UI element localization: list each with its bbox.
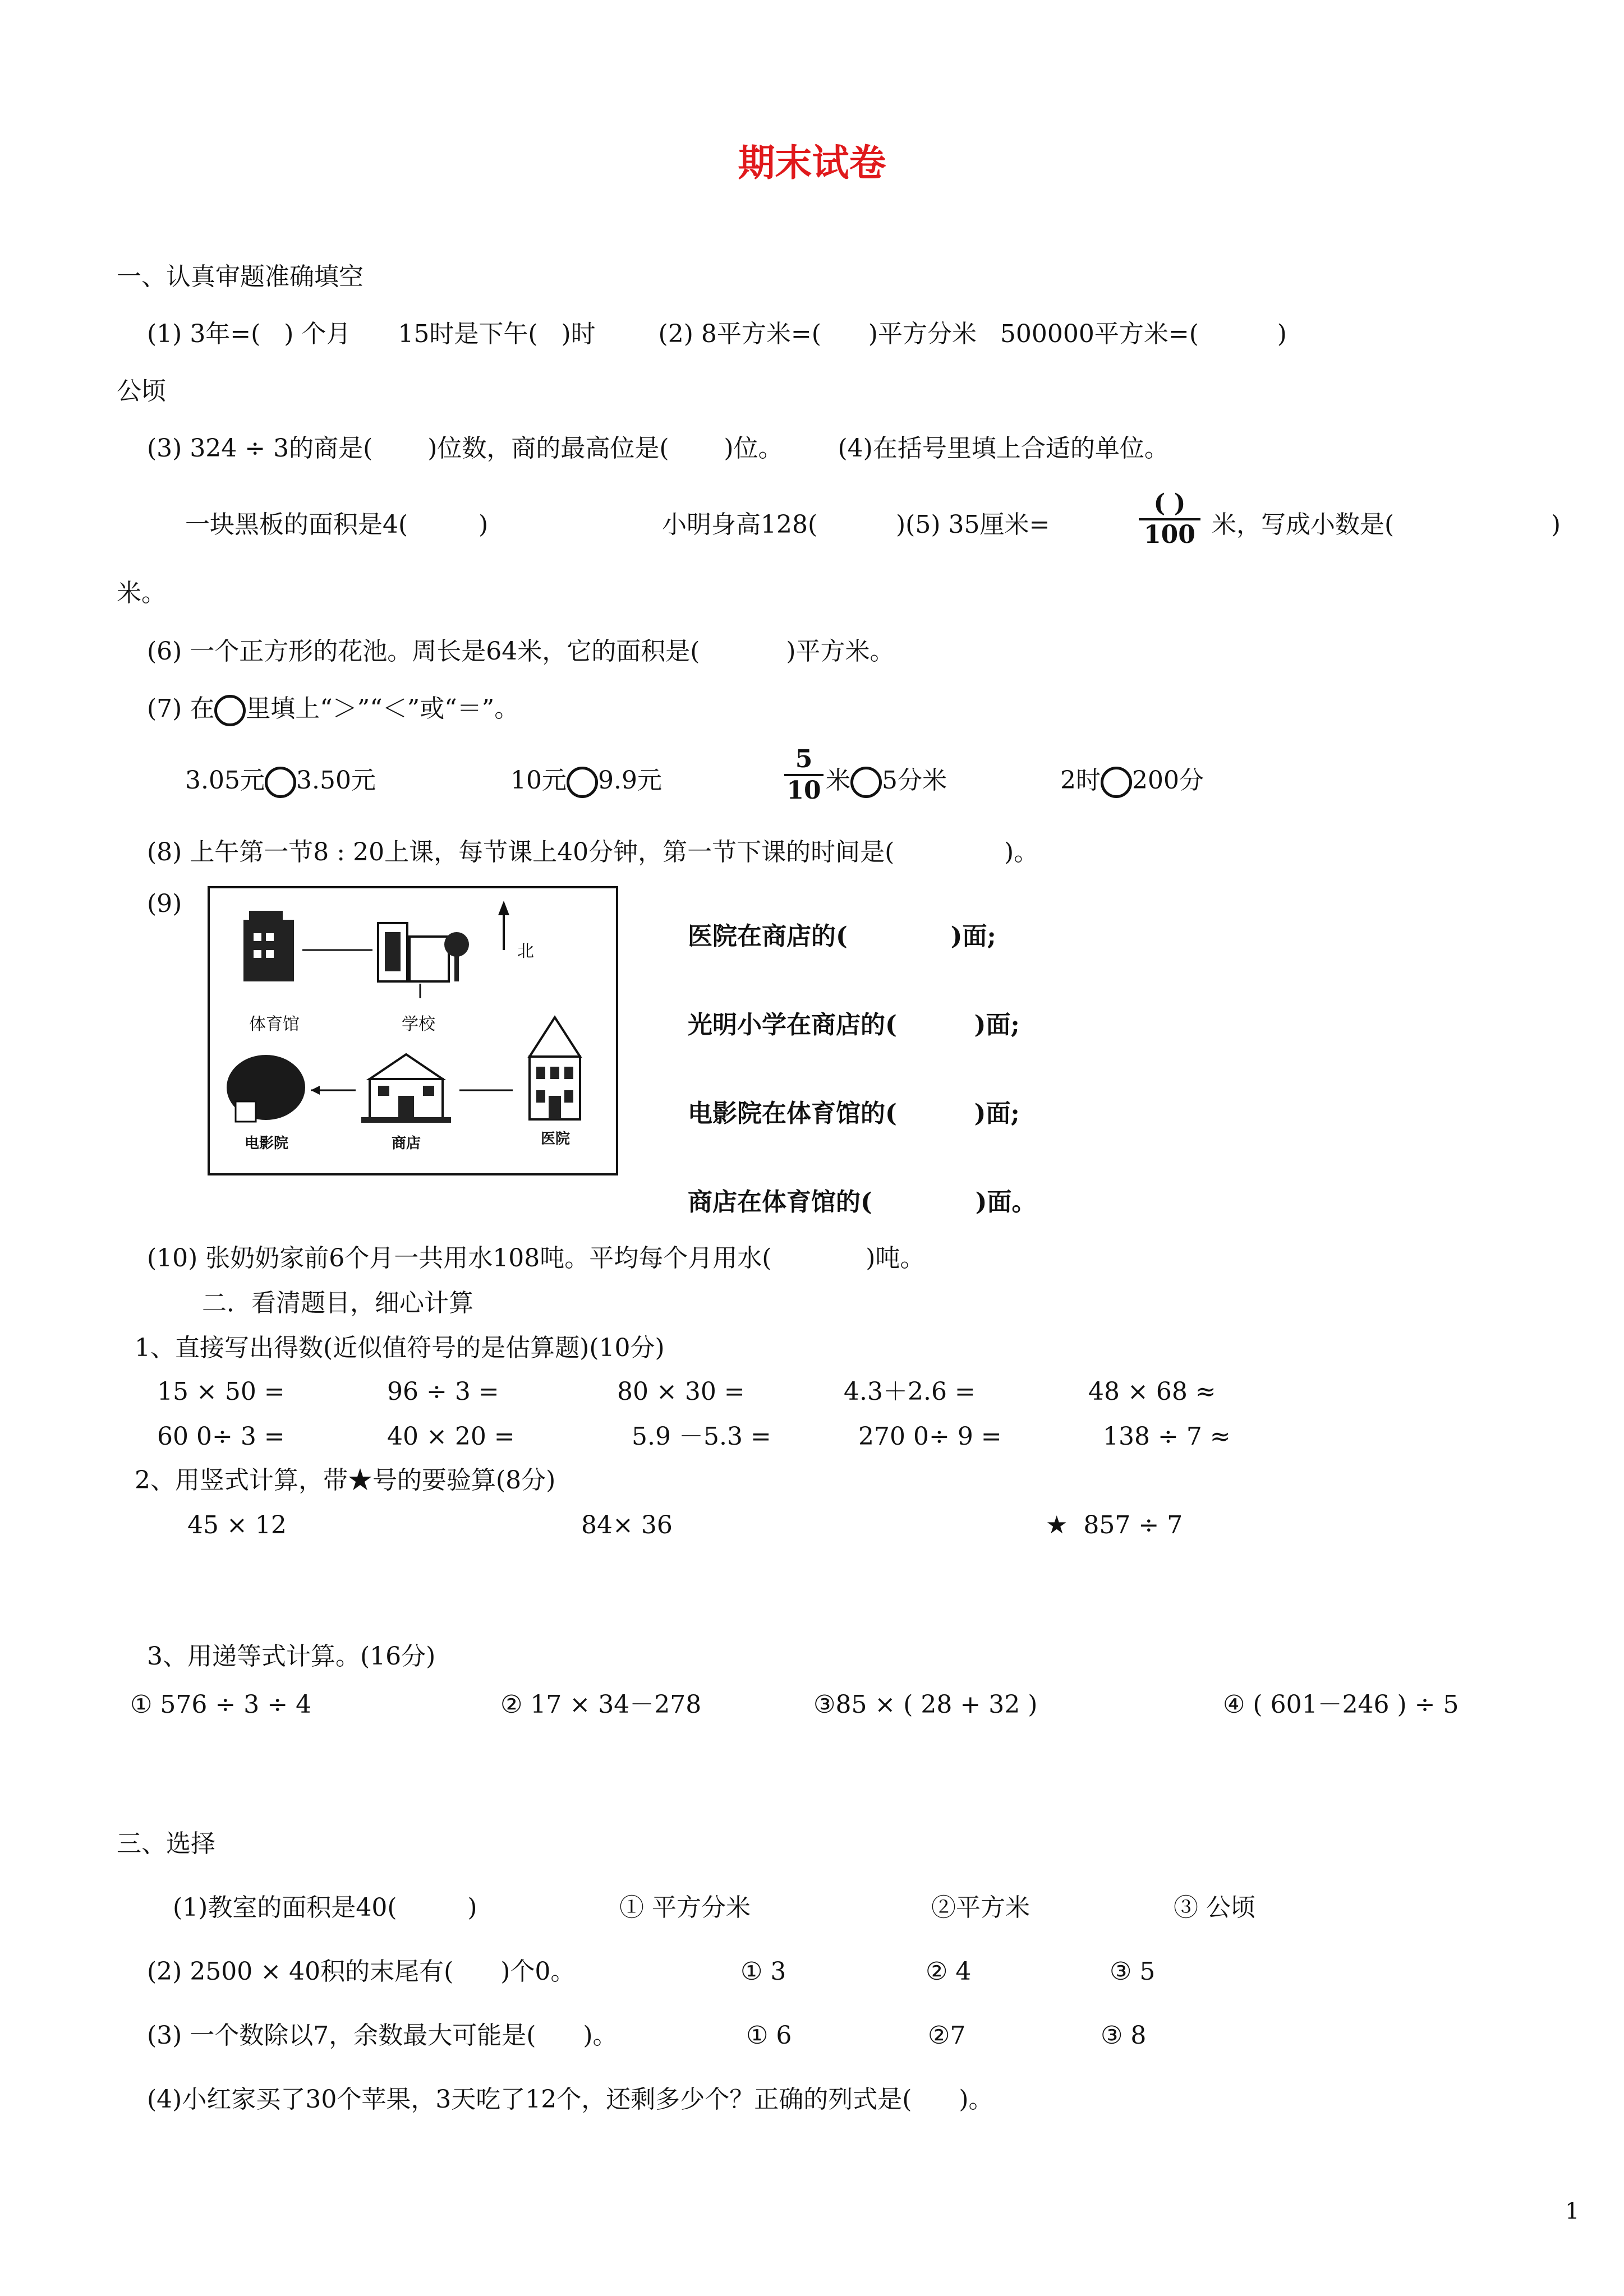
compare-1 [185, 766, 376, 798]
cinema-building-icon [227, 1055, 305, 1122]
choice-2-option-1[interactable]: ① 3 [740, 1957, 786, 1986]
calc-row-1-3: 80 × 30 = [617, 1377, 745, 1406]
question-1-2: (1) 3年=( ) 个月 15时是下午( )时 (2) 8平方米=( )平方分米 500000平方米=( ) [147, 320, 1287, 348]
compare-3-left: 米 [826, 766, 850, 795]
question-7-pre: (7) 在 [147, 694, 215, 723]
fraction-denominator: 10 [786, 776, 821, 805]
compare-2 [510, 766, 662, 798]
stepwise-calc-3: ③85 × ( 28 + 32 ) [813, 1690, 1038, 1719]
choice-1-option-2[interactable]: ②平方米 [931, 1893, 1030, 1922]
choice-1-option-3[interactable]: ③ 公顷 [1174, 1893, 1255, 1922]
part-1-heading: 1、直接写出得数(近似值符号的是估算题)(10分) [135, 1334, 665, 1362]
compare-1-circle[interactable] [265, 767, 296, 798]
choice-2-option-3[interactable]: ③ 5 [1110, 1957, 1156, 1986]
question-9-label: (9) [147, 889, 182, 918]
question-3-4: (3) 324 ÷ 3的商是( )位数，商的最高位是( )位。 (4)在括号里填上合适的单位。 [147, 434, 1169, 463]
compare-3 [826, 766, 947, 798]
choice-3-option-3[interactable]: ③ 8 [1101, 2021, 1147, 2050]
map-label-north: 北 [517, 942, 534, 961]
question-2-unit: 公顷 [117, 377, 166, 405]
choice-4-question: (4)小红家买了30个苹果，3天吃了12个，还剩多少个？正确的列式是( )。 [147, 2085, 993, 2114]
map-label-shop: 商店 [392, 1135, 421, 1152]
question-6: (6) 一个正方形的花池。周长是64米，它的面积是( )平方米。 [147, 637, 895, 666]
calc-row-2-1: 60 0÷ 3 = [157, 1422, 285, 1451]
compare-4-right: 200分 [1132, 766, 1204, 795]
question-4a: 一块黑板的面积是4( ) [185, 510, 489, 539]
fraction-blank-over-100 [1139, 490, 1200, 548]
vertical-calc-1: 45 × 12 [187, 1511, 287, 1539]
choice-2-option-2[interactable]: ② 4 [926, 1957, 972, 1986]
circle-icon [214, 695, 246, 726]
question-5-rest: 米，写成小数是( ) [1212, 510, 1561, 539]
compare-4-circle[interactable] [1101, 767, 1132, 798]
stepwise-calc-1: ① 576 ÷ 3 ÷ 4 [130, 1690, 312, 1719]
choice-3-question: (3) 一个数除以7，余数最大可能是( )。 [147, 2021, 618, 2050]
school-building-icon [378, 923, 469, 998]
calc-row-2-2: 40 × 20 = [387, 1422, 515, 1451]
part-3-heading: 3、用递等式计算。(16分) [147, 1642, 436, 1671]
choice-1-question: (1)教室的面积是40( ) [173, 1893, 477, 1922]
calc-row-1-5: 48 × 68 ≈ [1088, 1377, 1216, 1406]
vertical-calc-3: ★ 857 ÷ 7 [1046, 1511, 1183, 1539]
question-4b-5: 小明身高128( )(5) 35厘米= [662, 510, 1050, 539]
compare-2-left: 10元 [510, 766, 567, 795]
part-2-heading: 2、用竖式计算，带★号的要验算(8分) [135, 1466, 556, 1495]
question-9a: 医院在商店的( )面; [688, 922, 996, 951]
choice-1-option-1[interactable]: ① 平方分米 [619, 1893, 751, 1922]
shop-building-icon [361, 1054, 451, 1123]
compare-3-right: 5分米 [882, 766, 947, 795]
question-9b: 光明小学在商店的( )面; [688, 1011, 1020, 1039]
question-7 [147, 694, 519, 726]
calc-row-2-3: 5.9 －5.3 = [632, 1422, 771, 1451]
calc-row-2-4: 270 0÷ 9 = [858, 1422, 1002, 1451]
hospital-building-icon [530, 1017, 580, 1119]
calc-row-1-4: 4.3＋2.6 = [844, 1377, 976, 1406]
gym-building-icon [243, 911, 294, 981]
section-3-heading: 三、选择 [117, 1829, 215, 1858]
calc-row-2-5: 138 ÷ 7 ≈ [1103, 1422, 1231, 1451]
choice-3-option-2[interactable]: ②7 [928, 2021, 966, 2050]
compare-4-left: 2时 [1060, 766, 1101, 795]
section-2-heading: 二．看清题目，细心计算 [202, 1289, 473, 1317]
question-7-post: 里填上“＞”“＜”或“＝”。 [246, 694, 519, 723]
compare-4 [1060, 766, 1204, 798]
question-5-unit: 米。 [117, 579, 166, 607]
map-label-school: 学校 [402, 1015, 435, 1034]
calc-row-1-2: 96 ÷ 3 = [387, 1377, 499, 1406]
question-9c: 电影院在体育馆的( )面; [688, 1099, 1020, 1128]
compare-1-right: 3.50元 [296, 766, 376, 795]
compare-2-right: 9.9元 [598, 766, 662, 795]
compare-1-left: 3.05元 [185, 766, 265, 795]
choice-2-question: (2) 2500 × 40积的末尾有( )个0。 [147, 1957, 576, 1986]
question-9d: 商店在体育馆的( )面。 [688, 1188, 1037, 1216]
fraction-denominator: 100 [1144, 520, 1195, 549]
question-8: (8) 上午第一节8 : 20上课，每节课上40分钟，第一节下课的时间是( )。 [147, 838, 1039, 866]
compare-2-circle[interactable] [567, 767, 598, 798]
question-10: (10) 张奶奶家前6个月一共用水108吨。平均每个月用水( )吨。 [147, 1244, 925, 1273]
map-label-gym: 体育馆 [249, 1015, 300, 1034]
fraction-numerator: 5 [795, 745, 813, 773]
compare-3-circle[interactable] [850, 767, 882, 798]
fraction-numerator: ( ) [1153, 489, 1186, 518]
page-number: 1 [1565, 2198, 1580, 2224]
stepwise-calc-4: ④ ( 601－246 ) ÷ 5 [1223, 1690, 1459, 1719]
north-arrow-icon [498, 901, 509, 950]
vertical-calc-2: 84× 36 [581, 1511, 673, 1539]
map-label-cinema: 电影院 [245, 1135, 289, 1152]
choice-3-option-1[interactable]: ① 6 [746, 2021, 792, 2050]
direction-map [208, 886, 618, 1175]
page-title: 期末试卷 [738, 141, 886, 185]
section-1-heading: 一、认真审题准确填空 [117, 262, 364, 291]
map-label-hospital: 医院 [541, 1131, 571, 1147]
calc-row-1-1: 15 × 50 = [157, 1377, 285, 1406]
stepwise-calc-2: ② 17 × 34－278 [500, 1690, 702, 1719]
fraction-5-10 [784, 746, 823, 804]
